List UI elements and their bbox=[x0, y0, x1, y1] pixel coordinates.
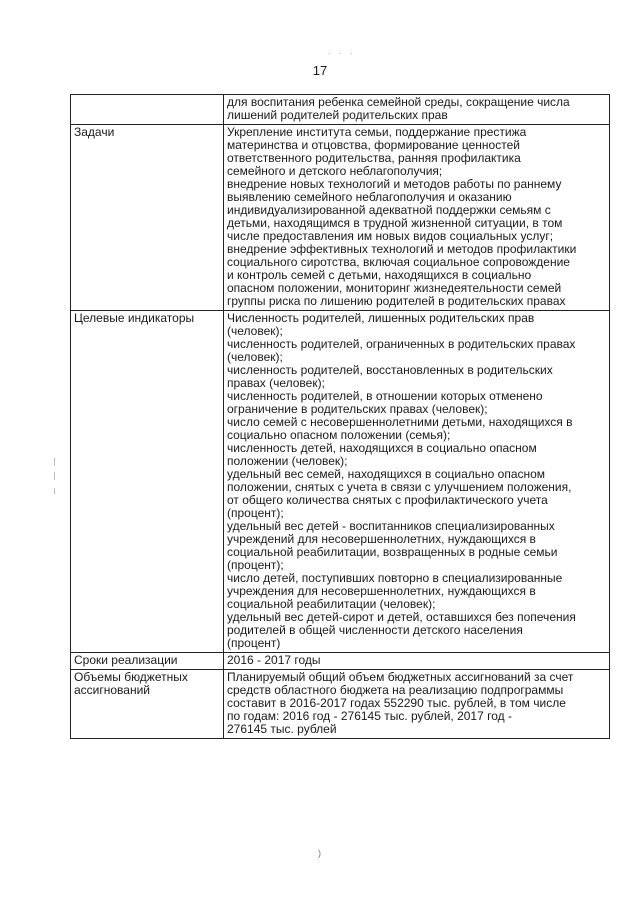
row-value-line: числе предоставления им новых видов социальных услуг; bbox=[227, 229, 554, 243]
row-value-line: ответственного родительства, ранняя профилактика bbox=[227, 151, 521, 165]
row-label-line: Объемы бюджетных bbox=[74, 670, 188, 684]
row-label-cell bbox=[71, 653, 224, 670]
passport-table bbox=[70, 94, 610, 739]
row-value-line: опасном положении, мониторинг жизнедеятельности семей bbox=[227, 281, 562, 295]
row-value-line: численность родителей, восстановленных в родительских bbox=[227, 363, 553, 377]
row-value-line: по годам: 2016 год - 276145 тыс. рублей, 2017 год - bbox=[227, 709, 512, 723]
row-label-line: Целевые индикаторы bbox=[74, 311, 195, 325]
row-label-line: Сроки реализации bbox=[74, 653, 178, 667]
row-value-line: семейного и детского неблагополучия; bbox=[227, 164, 443, 178]
row-value-line: социальной реабилитации, возвращенных в родные семьи bbox=[227, 545, 558, 559]
row-value-line: средств областного бюджета на реализацию подпрограммы bbox=[227, 683, 564, 697]
row-value-line: положении (человек); bbox=[227, 454, 348, 468]
table-row bbox=[71, 95, 610, 125]
row-value-line: численность детей, находящихся в социально опасном bbox=[227, 441, 537, 455]
row-value-line: выявлению семейного неблагополучия и оказанию bbox=[227, 190, 512, 204]
table-row bbox=[71, 125, 610, 311]
row-value-cell bbox=[224, 95, 610, 125]
row-value-line: внедрение эффективных технологий и методов профилактики bbox=[227, 242, 577, 256]
row-value-line: удельный вес детей-сирот и детей, оставшихся без попечения bbox=[227, 610, 576, 624]
row-value-line: внедрение новых технологий и методов работы по раннему bbox=[227, 177, 562, 191]
row-value-line: лишений родителей родительских прав bbox=[227, 108, 448, 122]
row-value-line: число семей с несовершеннолетними детьми, находящихся в bbox=[227, 415, 573, 429]
row-value-line: социального сиротства, включая социальное сопровождение bbox=[227, 255, 570, 269]
scan-margin-mark bbox=[54, 488, 55, 494]
scan-mark: ) bbox=[318, 848, 321, 858]
scan-margin-mark bbox=[54, 458, 55, 466]
row-label-line: ассигнований bbox=[74, 683, 151, 697]
row-value-line: от общего количества снятых с профилактического учета bbox=[227, 493, 548, 507]
row-label-cell bbox=[71, 670, 224, 739]
row-value-line: социальной реабилитации (человек); bbox=[227, 597, 436, 611]
table-body bbox=[71, 95, 610, 739]
scan-dots: . . . bbox=[328, 46, 356, 56]
row-value-line: детьми, находящимся в трудной жизненной ситуации, в том bbox=[227, 216, 563, 230]
row-value-line: и контроль семей с детьми, находящихся в социально bbox=[227, 268, 532, 282]
row-value-line: ограничение в родительских правах (человек); bbox=[227, 402, 488, 416]
row-value-cell bbox=[224, 311, 610, 653]
row-value-cell bbox=[224, 653, 610, 670]
row-value-line: число детей, поступивших повторно в специализированные bbox=[227, 571, 563, 585]
row-value-line: родителей в общей численности детского населения bbox=[227, 623, 523, 637]
row-value-line: социально опасном положении (семья); bbox=[227, 428, 451, 442]
row-value-line: удельный вес семей, находящихся в социально опасном bbox=[227, 467, 546, 481]
row-value-line: численность родителей, в отношении которых отменено bbox=[227, 389, 543, 403]
row-value-line: (процент); bbox=[227, 506, 284, 520]
row-value-line: индивидуализированной адекватной поддержки семьям с bbox=[227, 203, 551, 217]
row-value-line: учреждений для несовершеннолетних, нуждающихся в bbox=[227, 532, 536, 546]
row-value-line: для воспитания ребенка семейной среды, сокращение числа bbox=[227, 95, 570, 109]
row-value-line: (человек); bbox=[227, 350, 283, 364]
page-number: 17 bbox=[312, 63, 328, 78]
row-value-line: 276145 тыс. рублей bbox=[227, 722, 337, 736]
row-value-line: Планируемый общий объем бюджетных ассигнований за счет bbox=[227, 670, 574, 684]
row-label-cell bbox=[71, 125, 224, 311]
row-value-line: (процент); bbox=[227, 558, 284, 572]
table-row bbox=[71, 311, 610, 653]
row-label-cell bbox=[71, 311, 224, 653]
row-value-line: численность родителей, ограниченных в родительских правах bbox=[227, 337, 576, 351]
row-value-cell bbox=[224, 125, 610, 311]
row-value-cell bbox=[224, 670, 610, 739]
row-value-line: 2016 - 2017 годы bbox=[227, 653, 321, 667]
row-value-line: положении, снятых с учета в связи с улучшением положения, bbox=[227, 480, 572, 494]
row-value-line: группы риска по лишению родителей в родительских правах bbox=[227, 294, 566, 308]
table-row bbox=[71, 670, 610, 739]
table-row bbox=[71, 653, 610, 670]
row-label-cell bbox=[71, 95, 224, 125]
scan-margin-mark bbox=[54, 472, 55, 480]
row-value-line: (человек); bbox=[227, 324, 283, 338]
row-value-line: Численность родителей, лишенных родительских прав bbox=[227, 311, 535, 325]
row-value-line: материнства и отцовства, формирование ценностей bbox=[227, 138, 520, 152]
row-value-line: удельный вес детей - воспитанников специализированных bbox=[227, 519, 555, 533]
row-value-line: учреждения для несовершеннолетних, нуждающихся в bbox=[227, 584, 536, 598]
row-label-line: Задачи bbox=[74, 125, 115, 139]
row-value-line: (процент) bbox=[227, 636, 281, 650]
row-value-line: составит в 2016-2017 годах 552290 тыс. рублей, в том числе bbox=[227, 696, 566, 710]
row-value-line: Укрепление института семьи, поддержание престижа bbox=[227, 125, 527, 139]
row-value-line: правах (человек); bbox=[227, 376, 325, 390]
